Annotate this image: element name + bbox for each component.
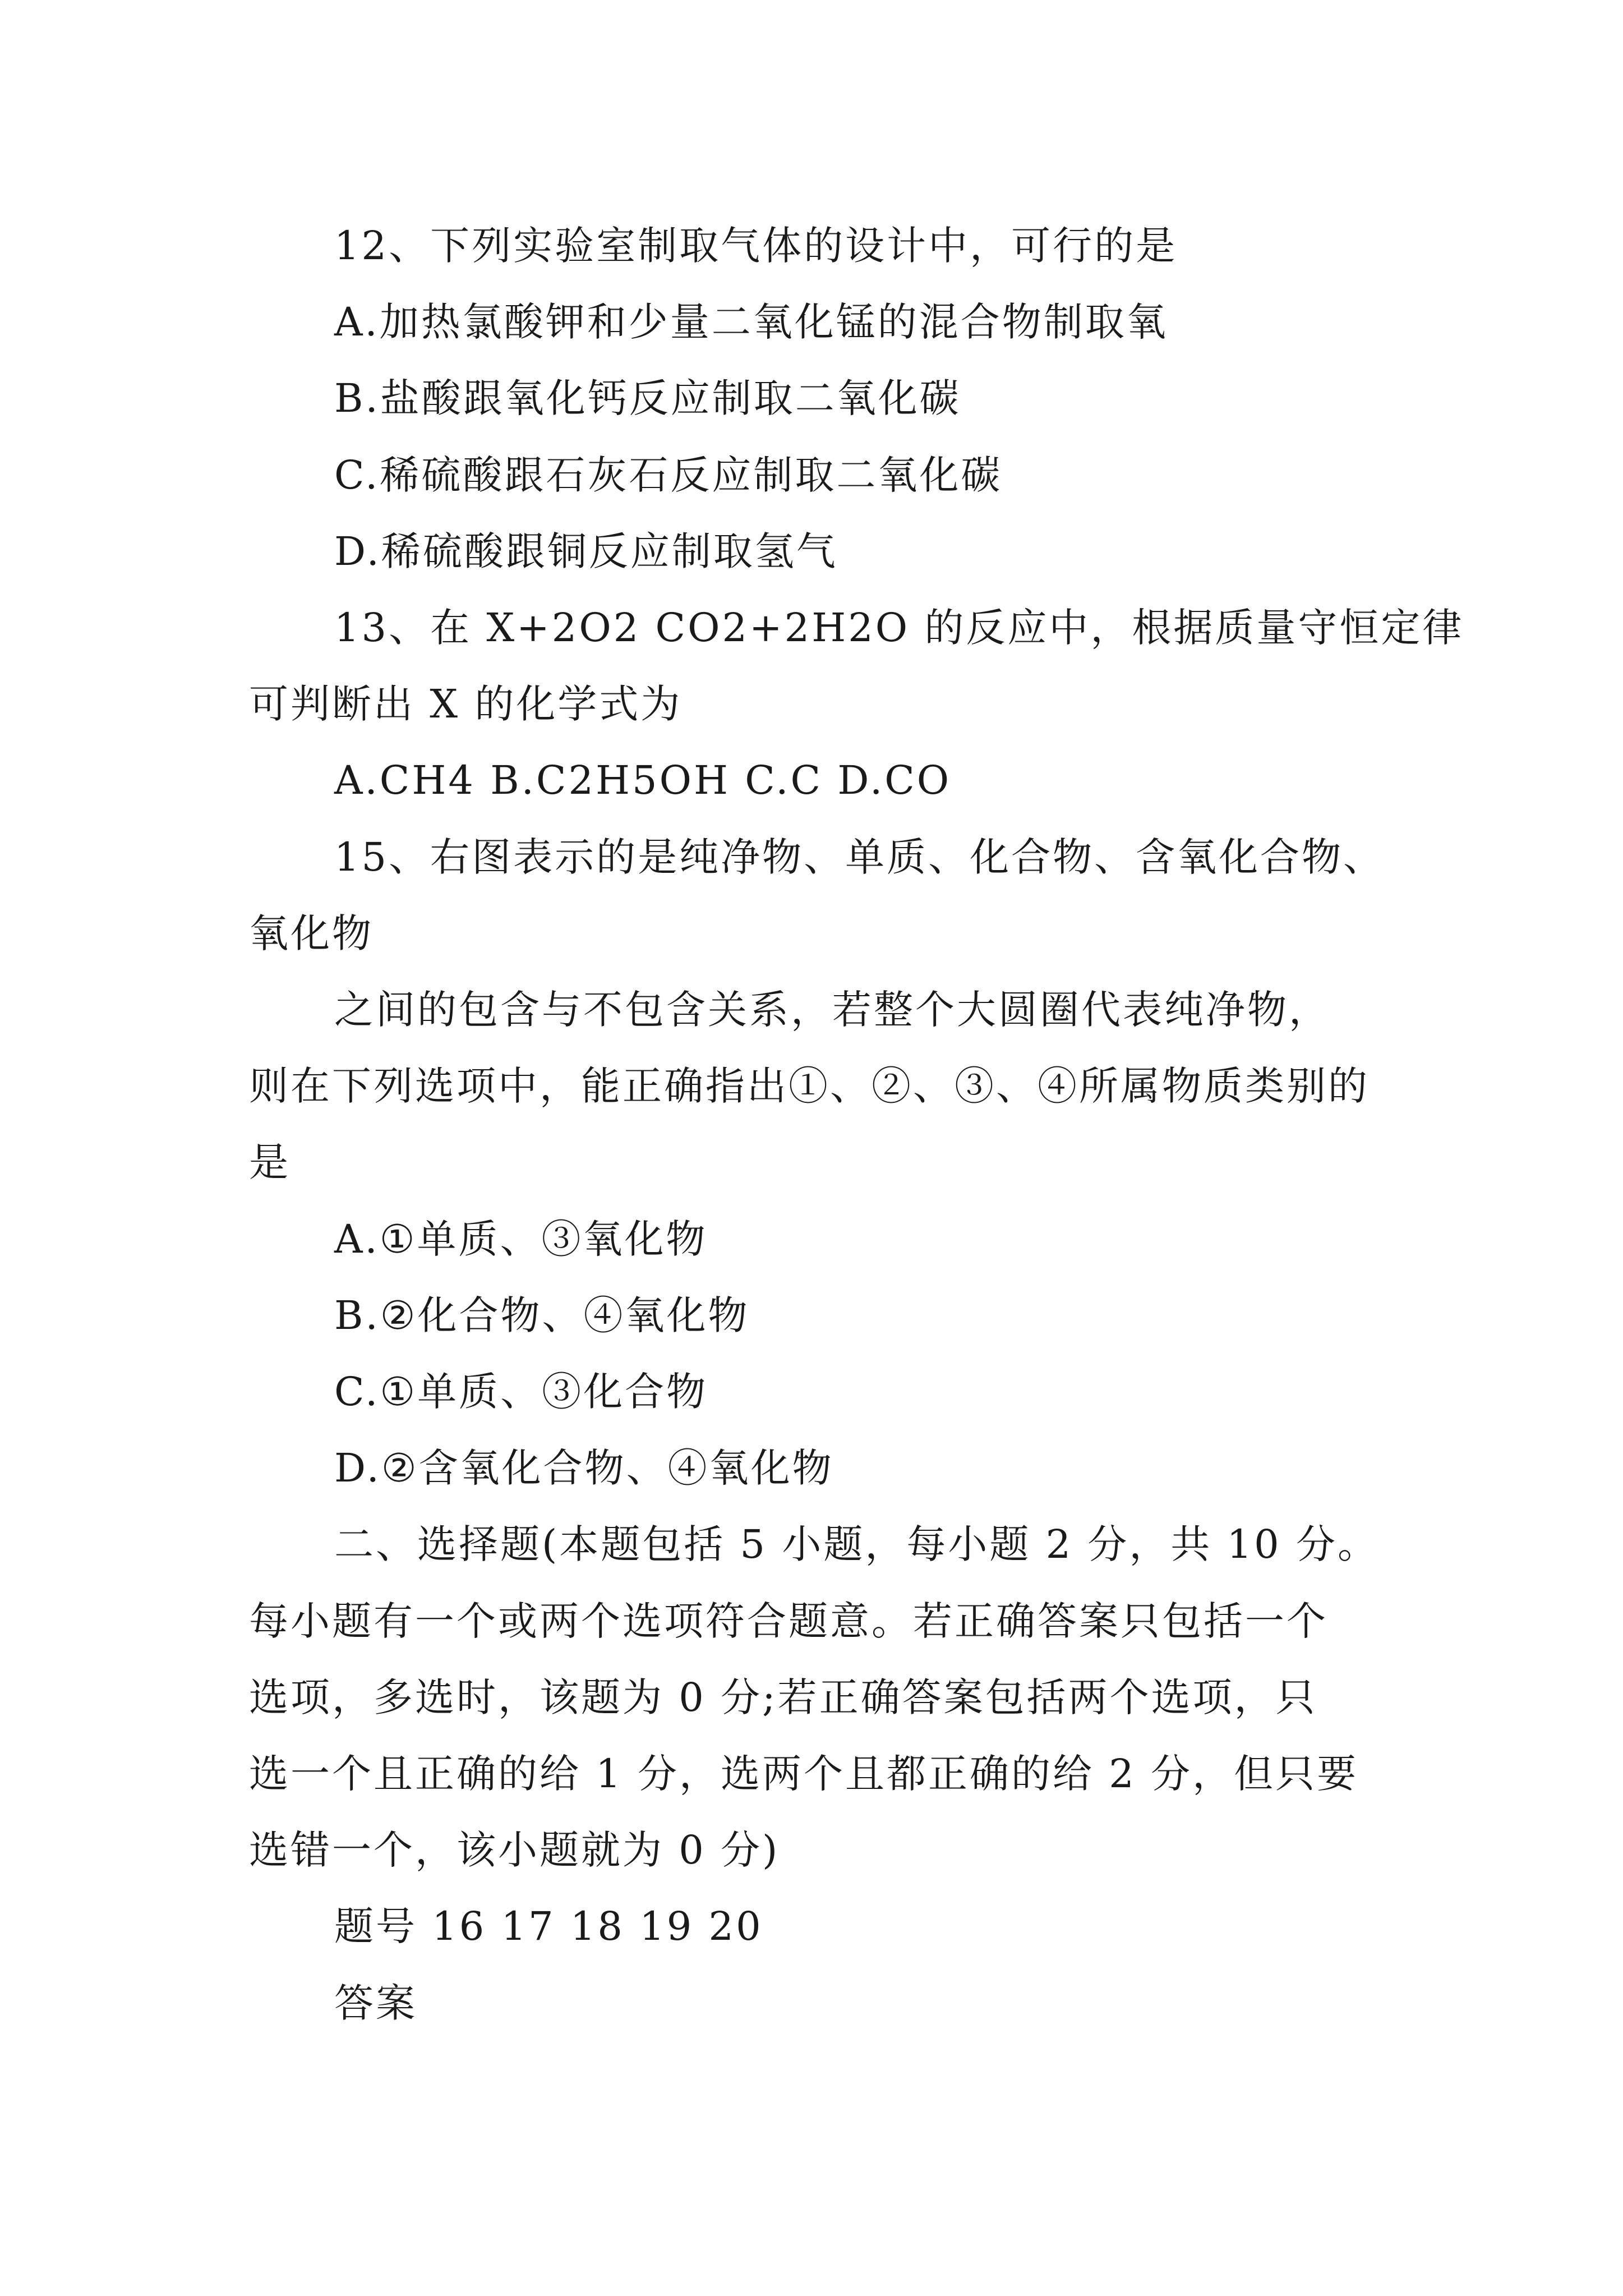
text-line: C.稀硫酸跟石灰石反应制取二氧化碳 [334, 452, 1003, 498]
text-line: 12、下列实验室制取气体的设计中，可行的是 [334, 223, 1178, 269]
text-line: 15、右图表示的是纯净物、单质、化合物、含氧化合物、 [334, 834, 1385, 880]
text-line: B.盐酸跟氧化钙反应制取二氧化碳 [334, 375, 961, 421]
text-line: 是 [249, 1139, 291, 1185]
text-line: 选项，多选时，该题为 0 分;若正确答案包括两个选项，只 [249, 1674, 1317, 1720]
text-line: 每小题有一个或两个选项符合题意。若正确答案只包括一个 [249, 1598, 1328, 1644]
text-line: 选一个且正确的给 1 分，选两个且都正确的给 2 分，但只要 [249, 1751, 1359, 1797]
text-line: 题号 16 17 18 19 20 [334, 1903, 763, 1949]
text-line: 之间的包含与不包含关系，若整个大圆圈代表纯净物， [334, 987, 1330, 1033]
text-line: 可判断出 X 的化学式为 [249, 681, 683, 727]
text-line: D.稀硫酸跟铜反应制取氢气 [334, 528, 838, 574]
text-line: 则在下列选项中，能正确指出①、②、③、④所属物质类别的 [249, 1063, 1370, 1109]
text-line: A.①单质、③氧化物 [334, 1216, 708, 1262]
text-line: D.②含氧化合物、④氧化物 [334, 1445, 834, 1491]
text-line: 选错一个，该小题就为 0 分) [249, 1827, 780, 1873]
text-line: A.CH4 B.C2H5OH C.C D.CO [334, 757, 952, 803]
text-line: 答案 [334, 1980, 417, 2026]
text-line: C.①单质、③化合物 [334, 1369, 708, 1415]
text-line: 13、在 X+2O2 CO2+2H2O 的反应中，根据质量守恒定律 [334, 605, 1464, 651]
text-line: A.加热氯酸钾和少量二氧化锰的混合物制取氧 [334, 299, 1168, 345]
text-line: B.②化合物、④氧化物 [334, 1292, 750, 1338]
text-line: 氧化物 [249, 910, 374, 956]
text-line: 二、选择题(本题包括 5 小题，每小题 2 分，共 10 分。 [334, 1521, 1379, 1567]
